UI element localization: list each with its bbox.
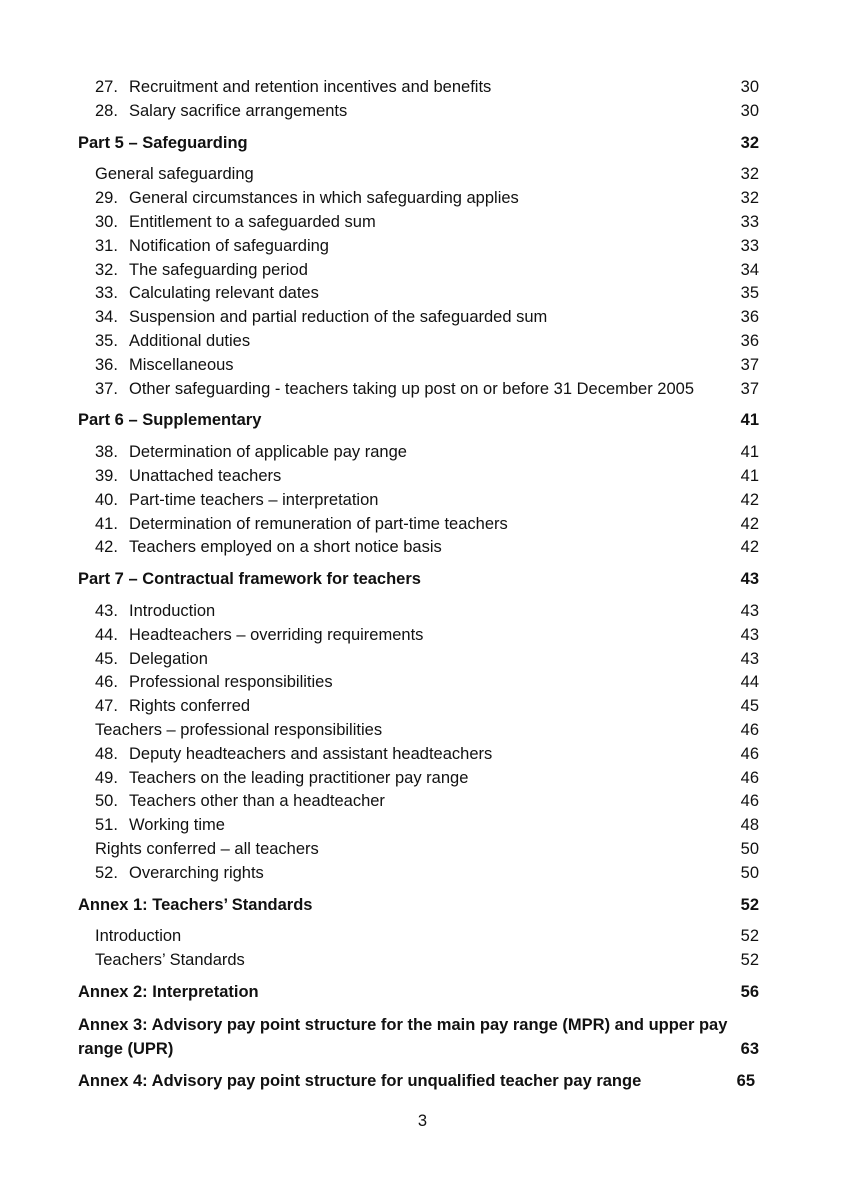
toc-page-number: 34 — [740, 260, 759, 279]
toc-entry-title — [95, 671, 333, 695]
toc-entry-title — [95, 949, 245, 973]
toc-entry[interactable] — [78, 695, 759, 719]
toc-entry-label: Salary sacrifice arrangements — [129, 101, 348, 120]
toc-page-number: 42 — [740, 490, 759, 509]
toc-entry[interactable] — [78, 354, 759, 378]
toc-entry-number: 50. — [95, 792, 118, 811]
toc-entry-title — [95, 862, 264, 886]
toc-page-number: 45 — [740, 697, 759, 716]
toc-entry-number: 45. — [95, 649, 118, 668]
toc-entry-title — [95, 163, 254, 187]
page-number-footer: 3 — [417, 1112, 428, 1130]
toc-entry-number: 40. — [95, 490, 118, 509]
toc-entry[interactable] — [78, 378, 759, 402]
toc-group-part7 — [78, 600, 759, 886]
toc-entry-number: 47. — [95, 697, 118, 716]
toc-entry-title — [95, 282, 319, 306]
toc-page-number: 46 — [740, 792, 759, 811]
toc-entry-title — [95, 925, 181, 949]
toc-entry-number: 29. — [95, 189, 118, 208]
toc-entry-title — [95, 767, 468, 791]
toc-entry[interactable] — [78, 862, 759, 886]
toc-group-part6 — [78, 441, 759, 560]
toc-entry-title — [95, 743, 492, 767]
toc-entry-number: 37. — [95, 379, 118, 398]
toc-entry-title — [95, 354, 234, 378]
toc-page-number: 43 — [740, 649, 759, 668]
toc-entry[interactable] — [78, 719, 759, 743]
toc-entry[interactable] — [78, 767, 759, 791]
toc-entry[interactable] — [78, 624, 759, 648]
toc-entry-label: General circumstances in which safeguarding applies — [129, 189, 519, 208]
toc-part-label: Part 5 – Safeguarding — [78, 133, 248, 152]
toc-entry-number: 51. — [95, 816, 118, 835]
toc-page-number: 48 — [740, 816, 759, 835]
toc-entry-label: Introduction — [129, 601, 216, 620]
toc-entry-title — [95, 187, 519, 211]
toc-entry-number: 30. — [95, 212, 118, 231]
toc-page-number: 41 — [740, 443, 759, 462]
toc-entry-label: Additional duties — [129, 331, 251, 350]
toc-annex-2[interactable] — [78, 981, 759, 1005]
toc-entry[interactable] — [78, 814, 759, 838]
toc-entry-title — [95, 536, 442, 560]
toc-entry-number: 28. — [95, 101, 118, 120]
toc-entry-label: Recruitment and retention incentives and benefits — [129, 78, 492, 96]
toc-entry-title — [95, 838, 319, 862]
toc-entry-label: Calculating relevant dates — [129, 284, 319, 303]
toc-entry-label: Overarching rights — [129, 863, 264, 882]
toc-entry-number: 46. — [95, 673, 118, 692]
toc-annex-3[interactable] — [78, 1013, 759, 1062]
toc-entry-number: 27. — [95, 78, 118, 96]
toc-entry-title — [95, 76, 491, 100]
toc-entry-label: Other safeguarding - teachers taking up post on or before 31 December 2005 — [129, 379, 695, 398]
toc-part-6[interactable] — [78, 409, 759, 433]
toc-entry-number: 49. — [95, 768, 118, 787]
toc-annex-4[interactable] — [78, 1070, 759, 1094]
toc-entry-label: Rights conferred – all teachers — [95, 839, 319, 858]
toc-entry-label: Headteachers – overriding requirements — [129, 625, 424, 644]
toc-page-number: 52 — [740, 895, 759, 914]
toc-entry-label: Teachers – professional responsibilities — [95, 720, 383, 739]
toc-entry-title — [95, 100, 347, 124]
toc-entry[interactable] — [78, 100, 759, 124]
toc-entry-title — [95, 235, 329, 259]
toc-entry-label: Notification of safeguarding — [129, 236, 329, 255]
toc-entry-label: General safeguarding — [95, 165, 254, 184]
toc-entry-label: Unattached teachers — [129, 466, 282, 485]
toc-entry-label: Professional responsibilities — [129, 673, 333, 692]
toc-page-number: 33 — [740, 212, 759, 231]
toc-entry-title — [95, 489, 378, 513]
toc-page-number: 44 — [740, 673, 759, 692]
toc-page-number: 65 — [736, 1071, 755, 1090]
toc-entry[interactable] — [78, 949, 759, 973]
toc-entry-title — [95, 465, 281, 489]
toc-entry-label: Deputy headteachers and assistant headteachers — [129, 744, 493, 763]
toc-entry[interactable] — [78, 441, 759, 465]
toc-entry[interactable] — [78, 600, 759, 624]
toc-entry[interactable] — [78, 235, 759, 259]
toc-entry-number: 41. — [95, 514, 118, 533]
toc-entry-title — [95, 814, 225, 838]
toc-entry-title — [95, 695, 250, 719]
toc-entry-label: Teachers’ Standards — [95, 951, 245, 970]
toc-page-number: 46 — [740, 768, 759, 787]
toc-entry-number: 43. — [95, 601, 118, 620]
toc-entry-title — [95, 624, 423, 648]
toc-entry[interactable] — [78, 187, 759, 211]
toc-entry-title — [95, 378, 694, 402]
table-of-contents — [78, 76, 759, 1101]
toc-page-number: 52 — [740, 951, 759, 970]
toc-page-number: 37 — [740, 379, 759, 398]
toc-entry-label: Miscellaneous — [129, 355, 234, 374]
toc-entry-title — [95, 790, 385, 814]
toc-part-5[interactable] — [78, 132, 759, 156]
toc-page-number: 33 — [740, 236, 759, 255]
toc-entry-label: Introduction — [95, 927, 182, 946]
toc-entry[interactable] — [78, 925, 759, 949]
toc-page-number: 56 — [740, 982, 759, 1001]
toc-entry-label: Determination of applicable pay range — [129, 443, 407, 462]
toc-entry-label: Determination of remuneration of part-time teachers — [129, 514, 508, 533]
toc-entry-number: 44. — [95, 625, 118, 644]
toc-entry-title — [95, 513, 508, 537]
toc-entry-title — [95, 306, 547, 330]
toc-page-number: 30 — [740, 78, 759, 96]
toc-page-number: 37 — [740, 355, 759, 374]
toc-entry-title — [95, 259, 308, 283]
toc-page-number: 35 — [740, 284, 759, 303]
toc-entry-number: 31. — [95, 236, 118, 255]
toc-part-7[interactable] — [78, 568, 759, 592]
toc-entry[interactable] — [78, 489, 759, 513]
toc-entry[interactable] — [78, 743, 759, 767]
toc-part-label: Part 6 – Supplementary — [78, 411, 262, 430]
toc-page-number: 32 — [740, 189, 759, 208]
toc-page-number: 46 — [740, 744, 759, 763]
toc-entry[interactable] — [78, 536, 759, 560]
toc-entry-number: 36. — [95, 355, 118, 374]
toc-entry-label: The safeguarding period — [129, 260, 308, 279]
toc-annex-3-line-1: Annex 3: Advisory pay point structure for the main pay range (MPR) and upper pay — [78, 1015, 728, 1034]
toc-page-number: 32 — [740, 165, 759, 184]
toc-group-part5 — [78, 163, 759, 401]
toc-page-number: 50 — [740, 863, 759, 882]
toc-entry-title — [95, 648, 208, 672]
toc-group-annex1 — [78, 925, 759, 973]
toc-entry[interactable] — [78, 282, 759, 306]
toc-part-label: Annex 2: Interpretation — [78, 982, 259, 1001]
toc-entry-number: 32. — [95, 260, 118, 279]
toc-entry-title — [95, 441, 407, 465]
toc-page-number: 32 — [740, 133, 759, 152]
toc-entry[interactable] — [78, 465, 759, 489]
toc-entry-label: Suspension and partial reduction of the safeguarded sum — [129, 308, 548, 327]
toc-entry[interactable] — [78, 306, 759, 330]
toc-page-number: 42 — [740, 514, 759, 533]
toc-part-label: Annex 1: Teachers’ Standards — [78, 895, 313, 914]
toc-entry-title — [95, 600, 215, 624]
toc-group-part4-tail — [78, 76, 759, 124]
toc-page-number: 43 — [740, 601, 759, 620]
toc-entry-title — [95, 330, 250, 354]
toc-entry[interactable] — [78, 76, 759, 100]
toc-entry-title — [95, 719, 382, 743]
toc-part-label: Annex 4: Advisory pay point structure for unqualified teacher pay range — [78, 1071, 642, 1090]
toc-entry-label: Entitlement to a safeguarded sum — [129, 212, 376, 231]
toc-page-number: 63 — [740, 1040, 759, 1059]
toc-page-number: 42 — [740, 538, 759, 557]
toc-page-number: 41 — [740, 411, 759, 430]
toc-entry-number: 33. — [95, 284, 118, 303]
toc-entry-label: Teachers other than a headteacher — [129, 792, 385, 811]
toc-entry[interactable] — [78, 163, 759, 187]
toc-entry-label: Rights conferred — [129, 697, 251, 716]
toc-entry-label: Delegation — [129, 649, 208, 668]
toc-page-number: 30 — [740, 101, 759, 120]
toc-entry[interactable] — [78, 211, 759, 235]
toc-entry[interactable] — [78, 671, 759, 695]
toc-entry-label: Teachers employed on a short notice basis — [129, 538, 442, 557]
toc-entry-title — [95, 211, 376, 235]
toc-part-label: Part 7 – Contractual framework for teachers — [78, 570, 421, 589]
toc-page-number: 41 — [740, 466, 759, 485]
toc-page-number: 36 — [740, 331, 759, 350]
toc-annex-1[interactable] — [78, 894, 759, 918]
toc-entry-number: 48. — [95, 744, 118, 763]
toc-entry-label: Working time — [129, 816, 225, 835]
toc-entry-number: 34. — [95, 308, 118, 327]
toc-entry-number: 52. — [95, 863, 118, 882]
toc-entry[interactable] — [78, 838, 759, 862]
toc-page-number: 50 — [740, 839, 759, 858]
toc-entry[interactable] — [78, 513, 759, 537]
toc-entry[interactable] — [78, 790, 759, 814]
toc-page-number: 43 — [740, 570, 759, 589]
toc-page-number: 43 — [740, 625, 759, 644]
toc-entry-label: Part-time teachers – interpretation — [129, 490, 379, 509]
toc-entry-number: 35. — [95, 331, 118, 350]
toc-entry[interactable] — [78, 648, 759, 672]
toc-entry-number: 39. — [95, 466, 118, 485]
toc-entry-label: Teachers on the leading practitioner pay range — [129, 768, 469, 787]
toc-entry[interactable] — [78, 259, 759, 283]
toc-annex-3-line-2: range (UPR) — [78, 1040, 174, 1059]
toc-page-number: 36 — [740, 308, 759, 327]
toc-entry-number: 42. — [95, 538, 118, 557]
toc-entry-number: 38. — [95, 443, 118, 462]
toc-page-number: 46 — [740, 720, 759, 739]
toc-page-number: 52 — [740, 927, 759, 946]
toc-entry[interactable] — [78, 330, 759, 354]
